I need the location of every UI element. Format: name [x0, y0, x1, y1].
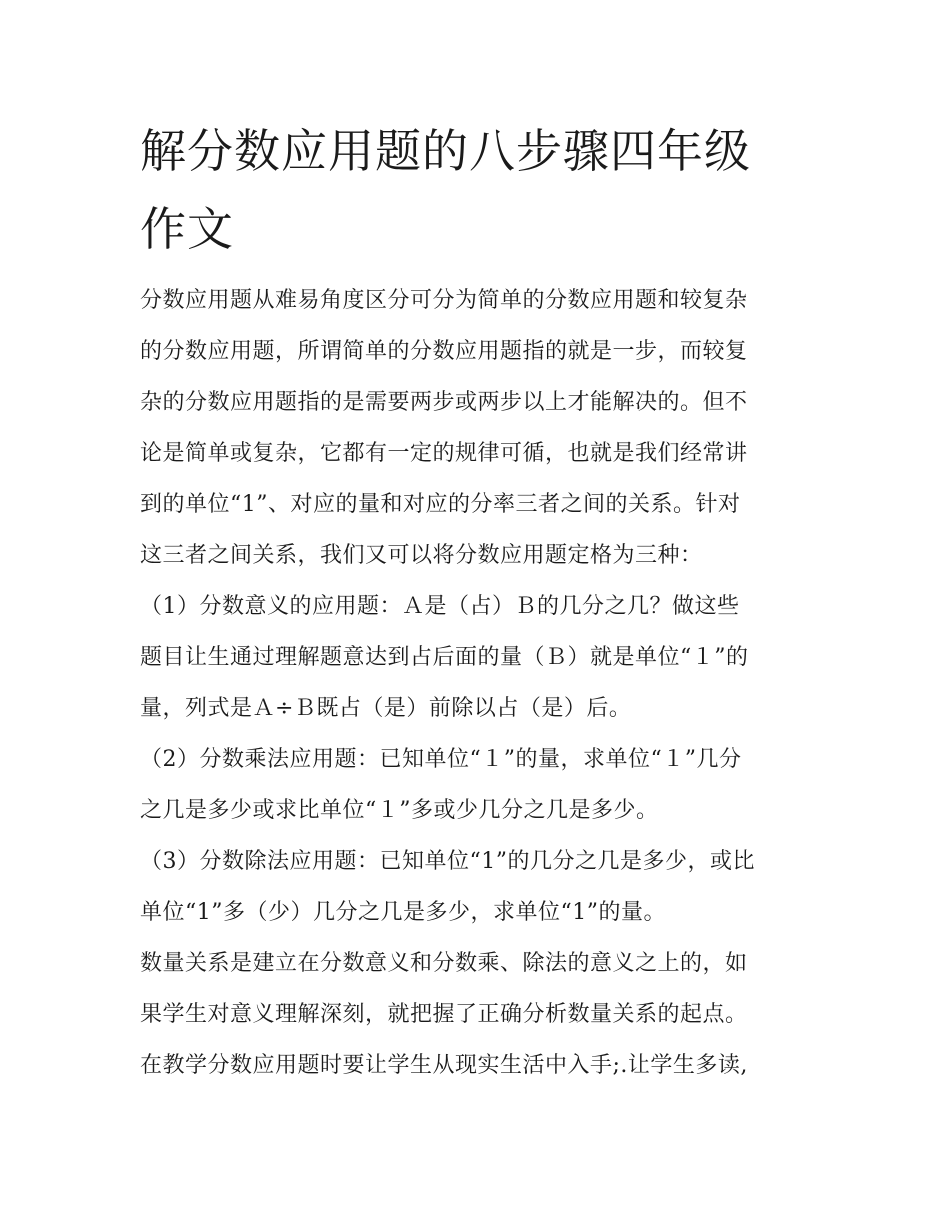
text-line: 之几是多少或求比单位“１”多或少几分之几是多少。 — [140, 798, 659, 823]
text-line: 的分数应用题，所谓简单的分数应用题指的就是一步，而较复 — [140, 339, 748, 364]
title-line: 作文 — [140, 202, 234, 256]
text-line: 分数应用题从难易角度区分可分为简单的分数应用题和较复杂 — [140, 288, 748, 313]
title-line: 解分数应用题的八步骤四年级 — [140, 124, 751, 178]
document-body — [140, 275, 830, 1091]
text-line: 论是简单或复杂，它都有一定的规律可循，也就是我们经常讲 — [140, 441, 748, 466]
text-line: 杂的分数应用题指的是需要两步或两步以上才能解决的。但不 — [140, 390, 748, 415]
text-line: 在教学分数应用题时要让学生从现实生活中入手;.让学生多读, — [140, 1053, 748, 1078]
text-line: （2）分数乘法应用题：已知单位“１”的量，求单位“１”几分 — [140, 747, 742, 772]
document-title — [140, 112, 820, 268]
text-line: 题目让生通过理解题意达到占后面的量（Ｂ）就是单位“１”的 — [140, 645, 749, 670]
text-line: 量，列式是Ａ÷Ｂ既占（是）前除以占（是）后。 — [140, 696, 632, 721]
text-line: 数量关系是建立在分数意义和分数乘、除法的意义之上的，如 — [140, 951, 748, 976]
text-line: （3）分数除法应用题：已知单位“1”的几分之几是多少，或比 — [140, 849, 755, 874]
text-line: 果学生对意义理解深刻，就把握了正确分析数量关系的起点。 — [140, 1002, 748, 1027]
text-line: 这三者之间关系，我们又可以将分数应用题定格为三种： — [140, 543, 703, 568]
text-line: （1）分数意义的应用题：Ａ是（占）Ｂ的几分之几？做这些 — [140, 594, 740, 619]
text-line: 到的单位“1”、对应的量和对应的分率三者之间的关系。针对 — [140, 492, 741, 517]
text-line: 单位“1”多（少）几分之几是多少，求单位“1”的量。 — [140, 900, 666, 925]
